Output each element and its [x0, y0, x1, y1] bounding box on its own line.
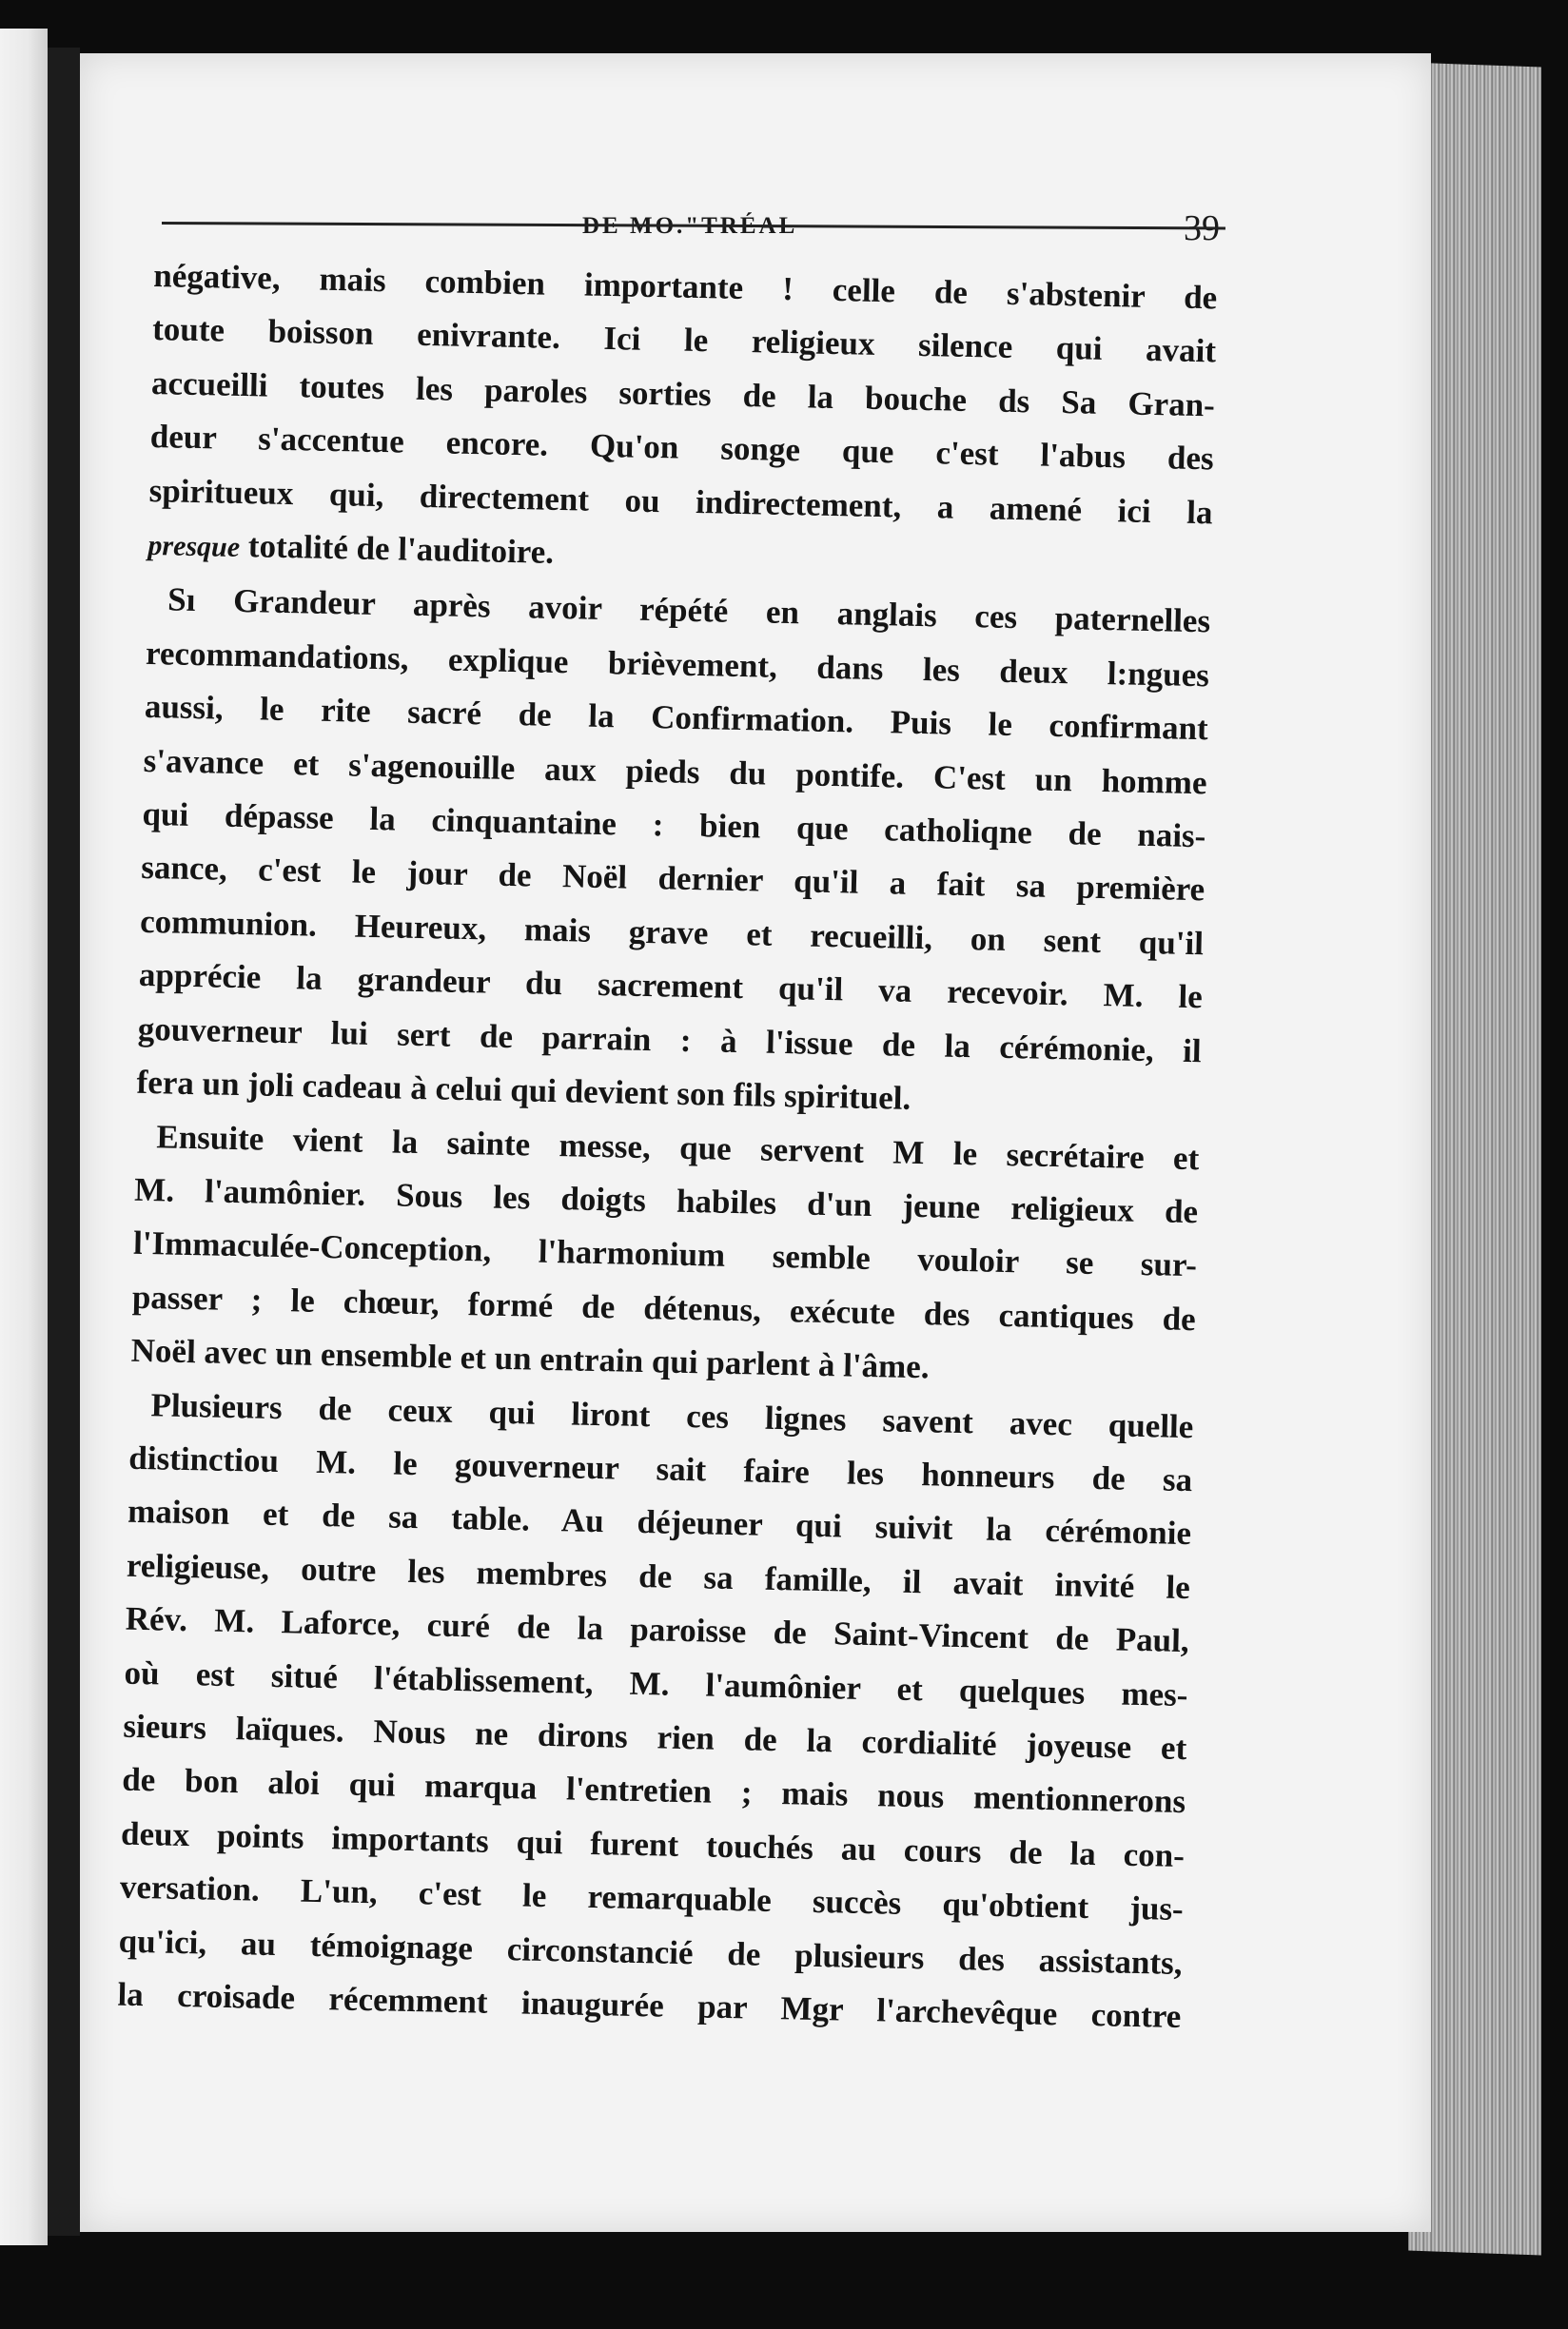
- text-line: qu'ici, au témoignage circonstancié de plusieurs des assistants,: [118, 1922, 1183, 1982]
- text-line: sance, c'est le jour de Noël dernier qu'il a fait sa première: [140, 849, 1205, 909]
- running-header: [80, 158, 1431, 253]
- text-line: religieuse, outre les membres de sa famille, il avait invité le: [126, 1546, 1191, 1606]
- text-line: gouverneur lui sert de parrain : à l'issue de la cérémonie, il: [137, 1009, 1203, 1069]
- text-line: Noël avec un ensemble et un entrain qui parlent à l'âme.: [130, 1331, 930, 1386]
- text-line: sieurs laïques. Nous ne dirons rien de la cordialité joyeuse et: [123, 1707, 1187, 1768]
- text-line: M. l'aumônier. Sous les doigts habiles d'un jeune religieux de: [133, 1170, 1199, 1231]
- text-line: fera un joli cadeau à celui qui devient son fils spirituel.: [136, 1063, 911, 1117]
- text-line: recommandations, explique brièvement, dans les deux l:ngues: [145, 634, 1210, 695]
- text-line: qui dépasse la cinquantaine : bien que catholiqne de nais-: [142, 794, 1206, 855]
- paragraph-1: [147, 249, 1218, 596]
- text-line: de bon aloi qui marqua l'entretien ; mais nous mentionnerons: [121, 1761, 1186, 1821]
- text-line: Ensuite vient la sainte messe, que servent M le secrétaire et: [156, 1117, 1200, 1177]
- text-line: deur s'accentue encore. Qu'on songe que c'est l'abus des: [149, 418, 1215, 478]
- text-line: maison et de sa table. Au déjeuner qui suivit la cérémonie: [127, 1493, 1192, 1553]
- text-line: la croisade récemment inaugurée par Mgr l'archevêque contre: [117, 1975, 1182, 2036]
- paragraph-2: [136, 573, 1211, 1131]
- text-line: Plusieurs de ceux qui liront ces lignes savent avec quelle: [150, 1385, 1194, 1445]
- body-text: [117, 249, 1218, 2044]
- facing-page-edge: [0, 29, 48, 2245]
- text-line: communion. Heureux, mais grave et recueilli, on sent qu'il: [139, 902, 1205, 963]
- text-line: où est situé l'établissement, M. l'aumônier et quelques mes-: [124, 1654, 1188, 1713]
- text-line: toute boisson enivrante. Ici le religieux silence qui avait: [151, 310, 1217, 370]
- text-line: apprécie la grandeur du sacrement qu'il va recevoir. M. le: [138, 956, 1204, 1016]
- text-line: spiritueux qui, directement ou indirectement, a amené ici la: [148, 471, 1213, 531]
- text-line: versation. L'un, c'est le remarquable succès qu'obtient jus-: [119, 1868, 1185, 1928]
- text-line: passer ; le chœur, formé de détenus, exécute des cantiques de: [131, 1278, 1197, 1338]
- page-number: 39: [1184, 208, 1220, 248]
- text-line: distinctiou M. le gouverneur sait faire les honneurs de sa: [127, 1438, 1193, 1499]
- text-line: aussi, le rite sacré de la Confirmation. Puis le confirmant: [144, 688, 1209, 748]
- text-line: Sı Grandeur après avoir répété en anglais ces paternelles: [167, 580, 1211, 640]
- text-line: Rév. M. Laforce, curé de la paroisse de Saint-Vincent de Paul,: [125, 1599, 1190, 1660]
- text-line: s'avance et s'agenouille aux pieds du pontife. C'est un homme: [143, 741, 1207, 801]
- paragraph-3: [130, 1109, 1200, 1399]
- text-line: négative, mais combien importante ! celle de s'abstenir de: [153, 256, 1218, 317]
- text-fragment: totalité de l'auditoire.: [239, 526, 555, 571]
- italic-word: presque: [147, 529, 241, 563]
- book-gutter: [48, 48, 80, 2236]
- text-line: l'Immaculée-Conception, l'harmonium semble vouloir se sur-: [132, 1224, 1198, 1284]
- paragraph-4: [117, 1378, 1194, 2044]
- text-line: accueilli toutes les paroles sorties de la bouche ds Sa Gran-: [150, 363, 1216, 424]
- text-line: deux points importants qui furent touchés au cours de la con-: [120, 1814, 1186, 1874]
